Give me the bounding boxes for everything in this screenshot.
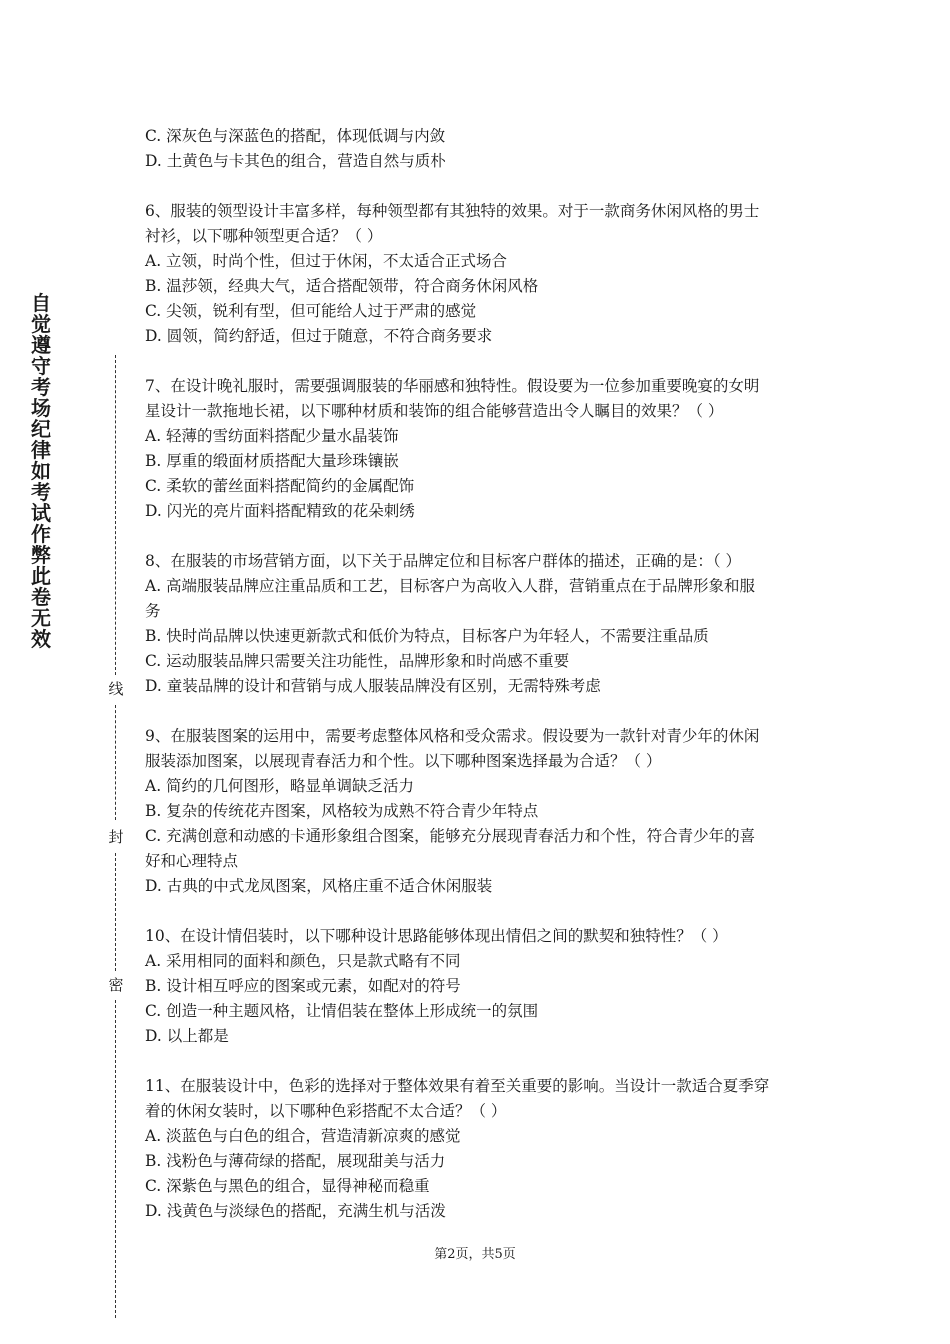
option-line: D. 以上都是 bbox=[145, 1027, 229, 1045]
warning-char: 守 bbox=[31, 354, 51, 378]
exam-discipline-warning bbox=[28, 293, 54, 650]
option-line: C. 创造一种主题风格，让情侣装在整体上形成统一的氛围 bbox=[145, 1002, 539, 1020]
warning-char: 效 bbox=[31, 627, 51, 651]
question-text: 6、服装的领型设计丰富多样，每种领型都有其独特的效果。对于一款商务休闲风格的男士 bbox=[145, 202, 760, 220]
option-line: C. 充满创意和动感的卡通形象组合图案，能够充分展现青春活力和个性，符合青少年的喜 bbox=[145, 827, 756, 845]
warning-char: 弊 bbox=[31, 543, 51, 567]
binding-label-secret: 密 bbox=[108, 976, 124, 994]
warning-char: 如 bbox=[31, 459, 51, 483]
option-line: A. 淡蓝色与白色的组合，营造清新凉爽的感觉 bbox=[145, 1127, 461, 1145]
option-line: B. 厚重的缎面材质搭配大量珍珠镶嵌 bbox=[145, 452, 399, 470]
question-text: 9、在服装图案的运用中，需要考虑整体风格和受众需求。假设要为一款针对青少年的休闲 bbox=[145, 727, 760, 745]
option-line: B. 温莎领，经典大气，适合搭配领带，符合商务休闲风格 bbox=[145, 277, 539, 295]
option-line: 好和心理特点 bbox=[145, 852, 239, 870]
option-line: 务 bbox=[145, 602, 161, 620]
option-line: C. 尖领，锐利有型，但可能给人过于严肃的感觉 bbox=[145, 302, 477, 320]
exam-content bbox=[145, 124, 815, 1224]
option-line: A. 立领，时尚个性，但过于休闲，不太适合正式场合 bbox=[145, 252, 508, 270]
warning-char: 场 bbox=[31, 396, 51, 420]
binding-line-segment bbox=[115, 705, 116, 820]
question-block bbox=[145, 549, 815, 699]
binding-label-seal: 封 bbox=[108, 828, 124, 846]
option-line: D. 童装品牌的设计和营销与成人服装品牌没有区别，无需特殊考虑 bbox=[145, 677, 601, 695]
option-line: C. 运动服装品牌只需要关注功能性，品牌形象和时尚感不重要 bbox=[145, 652, 570, 670]
question-text: 星设计一款拖地长裙，以下哪种材质和装饰的组合能够营造出令人瞩目的效果？（ ） bbox=[145, 402, 724, 420]
warning-char: 纪 bbox=[31, 417, 51, 441]
option-line: D. 古典的中式龙凤图案，风格庄重不适合休闲服装 bbox=[145, 877, 493, 895]
warning-char: 试 bbox=[31, 501, 51, 525]
option-line: C. 柔软的蕾丝面料搭配简约的金属配饰 bbox=[145, 477, 415, 495]
binding-line-segment bbox=[115, 355, 116, 675]
question-block bbox=[145, 724, 815, 899]
option-line: B. 复杂的传统花卉图案，风格较为成熟不符合青少年特点 bbox=[145, 802, 539, 820]
option-line: B. 浅粉色与薄荷绿的搭配，展现甜美与活力 bbox=[145, 1152, 446, 1170]
warning-char: 律 bbox=[31, 438, 51, 462]
option-line: A. 轻薄的雪纺面料搭配少量水晶装饰 bbox=[145, 427, 399, 445]
page-number: 第2页，共5页 bbox=[434, 1247, 516, 1262]
question-block bbox=[145, 374, 815, 524]
option-line: D. 土黄色与卡其色的组合，营造自然与质朴 bbox=[145, 152, 446, 170]
option-line: C. 深灰色与深蓝色的搭配，体现低调与内敛 bbox=[145, 127, 446, 145]
warning-char: 卷 bbox=[31, 585, 51, 609]
warning-char: 遵 bbox=[31, 333, 51, 357]
option-line: A. 简约的几何图形，略显单调缺乏活力 bbox=[145, 777, 415, 795]
binding-line-segment bbox=[115, 853, 116, 971]
option-line: C. 深紫色与黑色的组合，显得神秘而稳重 bbox=[145, 1177, 430, 1195]
question-text: 服装添加图案，以展现青春活力和个性。以下哪种图案选择最为合适？（ ） bbox=[145, 752, 662, 770]
question-text: 11、在服装设计中，色彩的选择对于整体效果有着至关重要的影响。当设计一款适合夏季穿 bbox=[145, 1077, 770, 1095]
warning-char: 自 bbox=[31, 291, 51, 315]
question-text: 衬衫，以下哪种领型更合适？（ ） bbox=[145, 227, 383, 245]
warning-char: 觉 bbox=[31, 312, 51, 336]
previous-question-options bbox=[145, 124, 815, 174]
warning-char: 考 bbox=[31, 480, 51, 504]
question-text: 8、在服装的市场营销方面，以下关于品牌定位和目标客户群体的描述，正确的是：（ ） bbox=[145, 552, 742, 570]
option-line: B. 快时尚品牌以快速更新款式和低价为特点，目标客户为年轻人，不需要注重品质 bbox=[145, 627, 709, 645]
option-line: A. 采用相同的面料和颜色，只是款式略有不同 bbox=[145, 952, 461, 970]
warning-char: 考 bbox=[31, 375, 51, 399]
warning-char: 作 bbox=[31, 522, 51, 546]
question-block bbox=[145, 199, 815, 349]
option-line: D. 浅黄色与淡绿色的搭配，充满生机与活泼 bbox=[145, 1202, 446, 1220]
warning-char: 此 bbox=[31, 564, 51, 588]
question-text: 着的休闲女装时，以下哪种色彩搭配不太合适？（ ） bbox=[145, 1102, 507, 1120]
question-text: 7、在设计晚礼服时，需要强调服装的华丽感和独特性。假设要为一位参加重要晚宴的女明 bbox=[145, 377, 760, 395]
binding-line-segment bbox=[115, 1000, 116, 1318]
question-block bbox=[145, 1074, 815, 1224]
question-list bbox=[145, 199, 815, 1224]
option-line: D. 闪光的亮片面料搭配精致的花朵刺绣 bbox=[145, 502, 415, 520]
binding-label-line: 线 bbox=[108, 680, 124, 698]
option-line: D. 圆领，简约舒适，但过于随意，不符合商务要求 bbox=[145, 327, 493, 345]
question-text: 10、在设计情侣装时，以下哪种设计思路能够体现出情侣之间的默契和独特性？（ ） bbox=[145, 927, 728, 945]
question-block bbox=[145, 924, 815, 1049]
option-line: A. 高端服装品牌应注重品质和工艺，目标客户为高收入人群，营销重点在于品牌形象和服 bbox=[145, 577, 756, 595]
option-line: B. 设计相互呼应的图案或元素，如配对的符号 bbox=[145, 977, 461, 995]
warning-char: 无 bbox=[31, 606, 51, 630]
